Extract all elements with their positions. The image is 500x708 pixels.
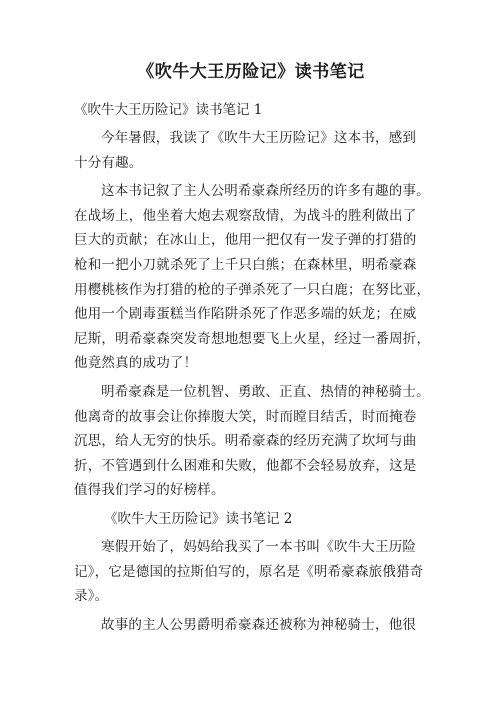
text-line: 十分有趣。 — [74, 154, 143, 171]
paragraph — [74, 380, 428, 503]
text-line: 今年暑假，我读了《吹牛大王历险记》这本书，感到 — [101, 130, 417, 146]
text-line: 他用一个剧毒蛋糕当作陷阱杀死了作恶多端的妖龙；在威 — [74, 306, 417, 323]
text-line: 沉思，给人无穷的快乐。明希豪森的经历充满了坎坷与曲 — [74, 433, 417, 450]
text-line: 巨大的贡献；在冰山上，他用一把仅有一发子弹的打猎的 — [74, 232, 417, 249]
section-heading-2: 《吹牛大王历险记》读书笔记 2 — [104, 510, 293, 527]
text-line: 他竟然真的成功了！ — [74, 355, 198, 372]
text-line: 故事的主人公男爵明希豪森还被称为神秘骑士，他很 — [101, 616, 417, 633]
text-line: 明希豪森是一位机智、勇敢、正直、热情的神秘骑士。 — [101, 383, 430, 400]
text-line: 尼斯，明希豪森突发奇想地想要飞上火星，经过一番周折， — [74, 330, 431, 347]
paragraph — [74, 535, 428, 609]
text-line: 记》，它是德国的拉斯伯写的，原名是《明希豪森旅俄猎奇 — [74, 563, 424, 580]
text-line: 这本书记叙了主人公明希豪森所经历的许多有趣的事。 — [101, 183, 430, 200]
text-line: 在战场上，他坐着大炮去观察敌情，为战斗的胜利做出了 — [74, 207, 417, 224]
text-line: 枪和一把小刀就杀死了上千只白熊；在森林里，明希豪森 — [74, 256, 417, 273]
text-line: 寒假开始了，妈妈给我买了一本书叫《吹牛大王历险 — [101, 538, 417, 555]
section-heading-1: 《吹牛大王历险记》读书笔记 1 — [74, 102, 263, 118]
paragraph — [74, 126, 428, 175]
document-title: 《吹牛大王历险记》读书笔记 — [137, 62, 365, 82]
paragraph — [74, 613, 428, 638]
text-line: 用樱桃核作为打猎的枪的子弹杀死了一只白鹿；在努比亚， — [74, 281, 431, 298]
text-line: 录》。 — [74, 588, 109, 605]
text-line: 折，不管遇到什么困难和失败，他都不会轻易放弃，这是 — [74, 457, 417, 474]
text-line: 他离奇的故事会让你捧腹大笑，时而瞠目结舌，时而掩卷 — [74, 408, 417, 425]
text-line: 值得我们学习的好榜样。 — [74, 482, 225, 499]
paragraph — [74, 179, 431, 376]
